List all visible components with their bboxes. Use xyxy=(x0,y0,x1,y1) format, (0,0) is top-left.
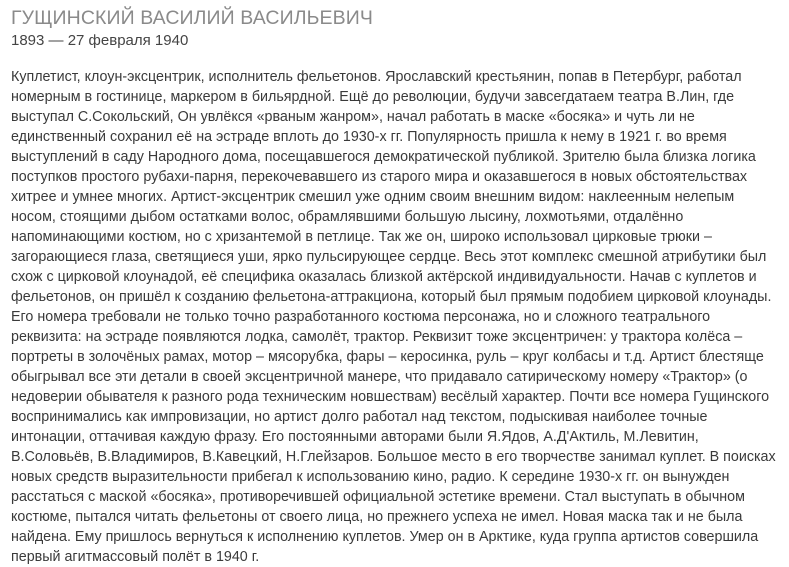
biography-line: фельетонов, он пришёл к созданию фельетона-аттракциона, который был прямым подобием цирковой клоунады. xyxy=(11,289,772,305)
biography-line: интонации, оттачивая каждую фразу. Его постоянными авторами были Я.Ядов, А.Д'Актиль, М.Левитин, xyxy=(11,429,699,445)
biography-line: выступлений в саду Народного дома, посещавшегося демократической публикой. Зрителю была близка логика xyxy=(11,149,756,165)
biography-line: напоминающими костюм, но с хризантемой в петлице. Так же он, широко использовал цирковые трюки – xyxy=(11,229,712,245)
biography-line: носом, стоящими дыбом остатками волос, обрамлявшими большую лысину, лохмотьями, отдалённо xyxy=(11,209,684,225)
biography-line: обыгрывал все эти детали в своей эксцентричной манере, что придавало сатирическому номеру «Трактор» (о xyxy=(11,369,748,385)
biography-line: единственный сохранил её на эстраде вплоть до 1930-х гг. Популярность пришла к нему в 1921 г. во время xyxy=(11,129,727,145)
biography-line: Его номера требовали не только точно разработанного костюма персонажа, но и сложного театрального xyxy=(11,309,711,325)
biography-line: В.Соловьёв, В.Владимиров, В.Кавецкий, Н.Глейзаров. Большое место в его творчестве занимал куплет. В поисках xyxy=(11,449,776,465)
biography-line: Куплетист, клоун-эксцентрик, исполнитель фельетонов. Ярославский крестьянин, попав в Петербург, работал xyxy=(11,69,742,85)
biography-line: воспринимались как импровизации, но артист долго работал над текстом, подыскивая наиболее точные xyxy=(11,409,708,425)
biography-text xyxy=(11,67,789,567)
biography-line: новых средств выразительности прибегал к использованию кино, радио. К середине 1930-х гг. он вынужден xyxy=(11,469,730,485)
person-name: ГУЩИНСКИЙ ВАСИЛИЙ ВАСИЛЬЕВИЧ xyxy=(11,7,373,29)
biography-line: найдена. Ему пришлось вернуться к исполнению куплетов. Умер он в Арктике, куда группа артистов совершила xyxy=(11,529,759,545)
biography-line: хитрее и умнее многих. Артист-эксцентрик смешил уже одним своим внешним видом: наклеенным нелепым xyxy=(11,189,735,205)
biography-line: выступал С.Сокольский, Он увлёкся «рваным жанром», начал работать в маске «босяка» и чуть ли не xyxy=(11,109,695,125)
biography-line: расстаться с маской «босяка», противоречившей официальной эстетике времени. Стал выступать в обычном xyxy=(11,489,745,505)
biography-line: поступков простого рубахи-парня, перекочевавшего из старого мира и оказавшегося в новых обстоятельствах xyxy=(11,169,748,185)
biography-line: портреты в золочёных рамах, мотор – мясорубка, фары – керосинка, руль – круг колбасы и т.д. Артист блестяще xyxy=(11,349,764,365)
biography-line: номерным в гостинице, маркером в бильярдной. Ещё до революции, будучи завсегдатаем театра В.Лин, где xyxy=(11,89,735,105)
biography-line: первый агитмассовый полёт в 1940 г. xyxy=(11,549,260,565)
biography-line: реквизита: на эстраде появляются лодка, самолёт, трактор. Реквизит тоже эксцентричен: у трактора колёса – xyxy=(11,329,743,345)
biography-line: костюме, пытался читать фельетоны от своего лица, но прежнего успеха не имел. Новая маска так и не была xyxy=(11,509,743,525)
life-dates: 1893 — 27 февраля 1940 xyxy=(11,32,189,49)
biography-line: схож с цирковой клоунадой, её специфика оказалась близкой актёрской индивидуальности. Начав с куплетов и xyxy=(11,269,757,285)
biography-line: недоверии обывателя к разного рода техническим новшествам) весёлый характер. Почти все номера Гущинского xyxy=(11,389,770,405)
biography-line: загорающиеся глаза, светящиеся уши, ярко пульсирующее сердце. Весь этот комплекс смешной атрибутики был xyxy=(11,249,767,265)
